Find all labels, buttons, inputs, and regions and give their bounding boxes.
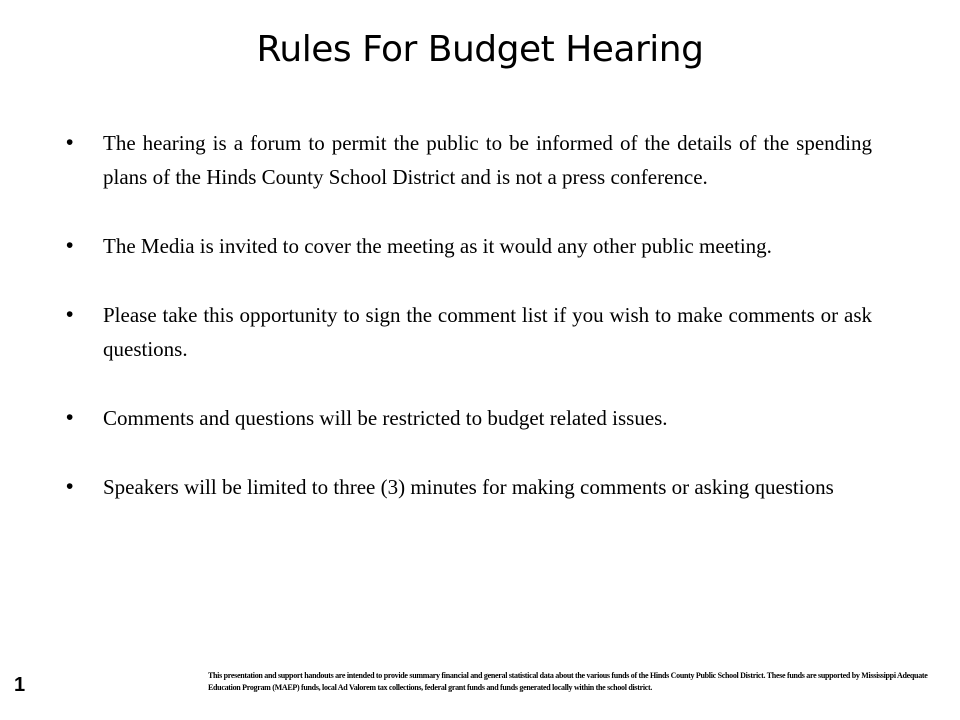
bullet-text: Comments and questions will be restricted to budget related issues. [103, 406, 668, 430]
bullet-icon: • [66, 475, 74, 498]
bullet-text: Speakers will be limited to three (3) minutes for making comments or asking questions [103, 475, 834, 499]
bullet-text: The Media is invited to cover the meeting as it would any other public meeting. [103, 234, 772, 258]
bullet-item [66, 229, 872, 263]
bullet-item [66, 470, 872, 504]
slide-title: Rules For Budget Hearing [256, 29, 704, 70]
footer-disclaimer: This presentation and support handouts are intended to provide summary financial and general statistical data about the various funds of the Hinds County Public School District. These funds are supported by Mississippi Adequate Education Program (MAEP) funds, local Ad Valorem tax collections, federal grant funds and funds generated locally within the school district. [208, 671, 928, 692]
bullet-text: The hearing is a forum to permit the public to be informed of the details of the spending plans of the Hinds County School District and is not a press conference. [103, 131, 872, 189]
bullet-icon: • [66, 234, 74, 257]
bullet-item [66, 126, 872, 194]
bullet-list [66, 126, 872, 539]
slide-number: 1 [14, 674, 26, 696]
bullet-icon: • [66, 406, 74, 429]
bullet-item [66, 298, 872, 366]
bullet-icon: • [66, 131, 74, 154]
bullet-text: Please take this opportunity to sign the comment list if you wish to make comments or ask questions. [103, 303, 872, 361]
bullet-icon: • [66, 303, 74, 326]
bullet-item [66, 401, 872, 435]
